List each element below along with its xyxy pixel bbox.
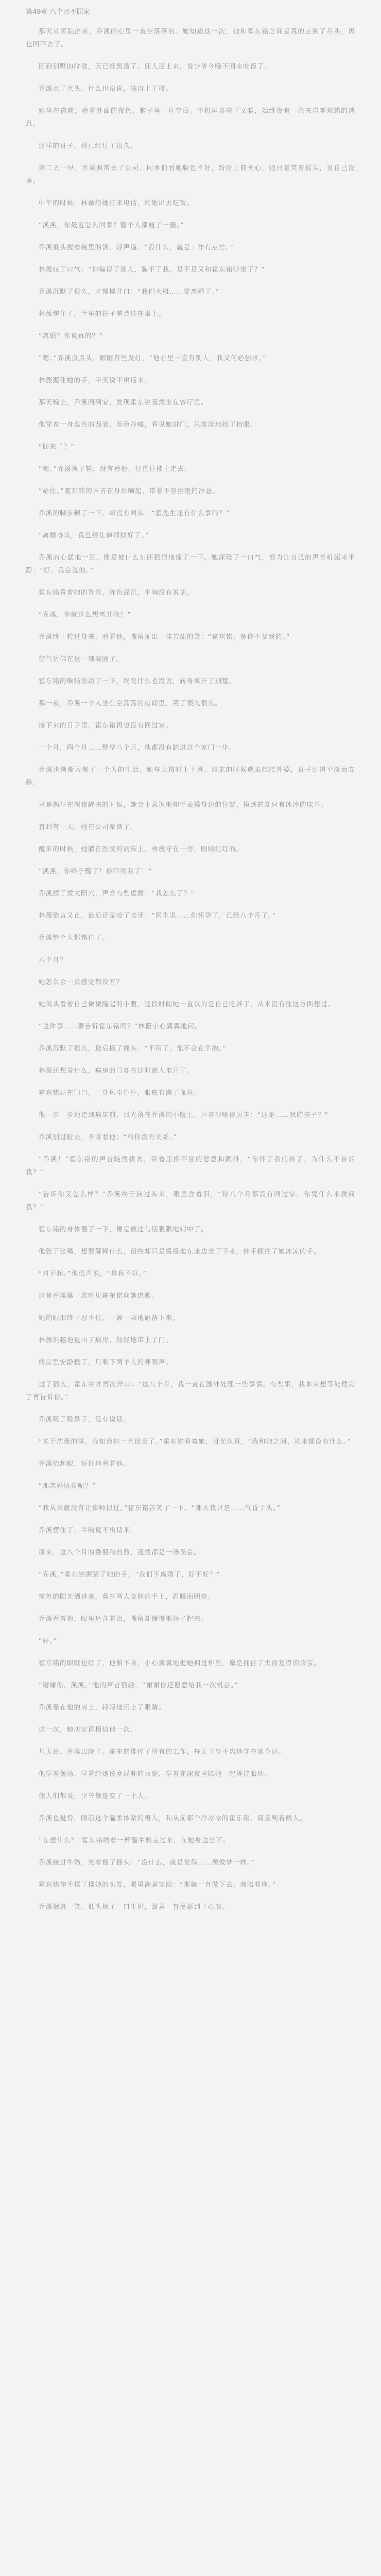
- paragraph: “溪溪，你最近怎么回事？整个人都瘦了一圈。”: [39, 221, 185, 229]
- paragraph: “谢谢你，溪溪。”他的声音很轻，“谢谢你还愿意给我一次机会。”: [39, 1681, 239, 1689]
- paragraph: “乔溪，你就这么想离开我？”: [39, 611, 131, 618]
- paragraph: 他张了张嘴，想要解释什么，最终却只是缓缓地在床边坐了下来，伸手握住了她冰凉的手。: [39, 1247, 321, 1255]
- paragraph: 林薇愣住了，手里的筷子差点掉在桌上。: [39, 310, 166, 317]
- paragraph: 这一次，她决定再相信他一次。: [39, 1725, 137, 1733]
- paragraph: 几天后，乔溪出院了。霍东铭推掉了所有的工作，每天寸步不离地守在她身边。: [39, 1748, 286, 1755]
- paragraph: 霍东铭看着她的背影，眸色深沉，半晌没有说话。: [39, 588, 194, 596]
- paragraph: “嗯。”乔溪换了鞋，没有看他，径直往楼上走去。: [39, 465, 192, 472]
- paragraph: “乔溪！”霍东铭的声音陡然拔高，带着压抑不住的怒意和颤抖，“你怀了我的孩子，为什么不告诉我？”: [26, 1155, 355, 1176]
- paragraph: 她怎么会一点感觉都没有？: [39, 978, 124, 986]
- paragraph: 乔溪揉了揉太阳穴，声音有些虚弱：“我怎么了？”: [39, 889, 195, 897]
- paragraph: “嗯。”乔溪点点头，眼眶有些发红，“他心里一直有别人，我又何必强求。”: [39, 354, 267, 362]
- paragraph: 她的眼泪终于忍不住，一颗一颗地砸落下来。: [39, 1314, 180, 1321]
- paragraph: 乔溪的心猛地一沉，像是被什么东西狠狠地撞了一下。她深吸了一口气，努力让自己的声音听起来平静：“好，我会签的。”: [26, 553, 355, 574]
- paragraph: 乔溪低头搅着碗里的汤，轻声道：“没什么，就是工作有点忙。”: [39, 243, 234, 251]
- paragraph: 乔溪吸了吸鼻子，没有说话。: [39, 1415, 131, 1423]
- paragraph: 霍东铭的身体僵了一下，像是被这句话狠狠地刺中了。: [39, 1225, 208, 1233]
- paragraph: “这件事……要告诉霍东铭吗？”林薇小心翼翼地问。: [39, 1022, 202, 1030]
- paragraph: 乔溪抬起眼，怔怔地看着他。: [39, 1460, 131, 1467]
- paragraph: 霍东铭的眼眶也红了，他俯下身，小心翼翼地把她拥进怀里，像是拥住了失而复得的珍宝。: [39, 1659, 321, 1667]
- paragraph: 霍东铭站在门口，一身风尘仆仆，眼底布满了血丝。: [39, 1089, 201, 1096]
- paragraph: “离婚？你说真的？”: [39, 332, 103, 340]
- paragraph: 直到有一天，她在公司晕倒了。: [39, 823, 137, 831]
- paragraph: 乔溪接过牛奶，笑着摇了摇头：“没什么，就是觉得……像做梦一样。”: [39, 1858, 255, 1866]
- paragraph: 一个月，两个月……整整八个月，他都没有踏进这个家门一步。: [39, 743, 236, 751]
- paragraph: 空气仿佛在这一刻凝固了。: [39, 655, 124, 663]
- paragraph: 过了很久，霍东铭才再次开口：“这八个月，我一直在国外处理一些事情。有些事，我本来想等处理完了再告诉你。”: [26, 1380, 355, 1401]
- paragraph: “离婚协议，我已经让律师拟好了。”: [39, 531, 149, 539]
- paragraph: 原来，这八个月的委屈和煎熬，竟然都是一场误会。: [39, 1548, 201, 1556]
- paragraph: 那一夜，乔溪一个人坐在空荡荡的房间里，哭了很久很久。: [39, 699, 222, 707]
- paragraph: “回来了？”: [39, 443, 75, 450]
- paragraph: 这样的日子，她已经过了很久。: [39, 142, 137, 149]
- paragraph: 霍东铭伸手揉了揉她的头发，眼里满是宠溺：“那就一直做下去，我陪着你。”: [39, 1880, 276, 1888]
- paragraph: 只是偶尔在深夜醒来的时候，她会下意识地伸手去摸身边的位置，摸到的却只有冰冷的床单。: [39, 801, 328, 808]
- paragraph: 佣人们都说，少爷像是变了一个人。: [39, 1792, 152, 1800]
- paragraph: 乔溪沉默了很久，最后摇了摇头：“不用了。他不会在乎的。”: [39, 1044, 227, 1052]
- chapter-title: 第49章 八个月不回家: [26, 8, 90, 16]
- paragraph: 乔溪靠在他的肩上，轻轻地闭上了眼睛。: [39, 1703, 166, 1711]
- paragraph: “我从来就没有让律师拟过。”霍东铭苦笑了一下，“那天我只是……气昏了头。”: [39, 1504, 281, 1512]
- paragraph: 这是乔溪第一次听见霍东铭向她道歉。: [39, 1292, 159, 1299]
- paragraph: 回到别墅的时候，天已经黑透了。佣人迎上来，说少爷今晚不回来吃饭了。: [39, 62, 272, 70]
- paragraph: “对不起。”他低声说，“是我不好。”: [39, 1269, 147, 1277]
- paragraph: 乔溪终于转过身来，看着他，嘴角扯出一抹苦涩的笑：“霍东铭，是你不要我的。”: [39, 633, 290, 640]
- paragraph: 乔溪别过脸去，不肯看他：“和你没有关系。”: [39, 1133, 178, 1141]
- paragraph: 她坐在窗前，看着外面的夜色，脑子里一片空白。手机屏幕亮了又暗，始终没有一条来自霍东铭的消息。: [26, 107, 355, 127]
- paragraph: 病房里安静极了，只剩下两个人的呼吸声。: [39, 1358, 173, 1366]
- paragraph: 林薇握住她的手，半天说不出话来。: [39, 376, 152, 384]
- paragraph: 乔溪沉默了很久，才慢慢开口：“我们大概……要离婚了。”: [39, 287, 220, 295]
- paragraph: 窗外的阳光洒进来，落在两人交握的手上，温暖而明亮。: [39, 1592, 215, 1600]
- paragraph: 中午的时候，林薇给她打来电话，约她出去吃饭。: [39, 199, 194, 207]
- paragraph: “好。”: [39, 1637, 58, 1645]
- paragraph: 乔溪整个人都愣住了。: [39, 934, 110, 941]
- paragraph: 乔溪点了点头，什么也没说，独自上了楼。: [39, 84, 173, 92]
- paragraph: 林薇叹了口气：“你骗得了别人，骗不了我。是不是又和霍东铭吵架了？”: [39, 265, 266, 273]
- paragraph: “关于沈薇的事，我知道你一直误会了。”霍东铭看着她，目光认真，“我和她之间，从来都没有什么。”: [39, 1437, 352, 1445]
- paragraph: 接下来的日子里，霍东铭再也没有回过家。: [39, 721, 173, 729]
- paragraph: 乔溪也觉得，眼前这个温柔体贴的男人，和从前那个冷冰冰的霍东铭，简直判若两人。: [39, 1814, 307, 1822]
- paragraph: 乔溪看着他，眼里还含着泪，嘴角却慢慢地扬了起来。: [39, 1615, 208, 1622]
- paragraph: “告诉你又怎么样？”乔溪终于转过头来，眼里含着泪，“你八个月都没有回过家，你凭什么来质问我？”: [26, 1190, 355, 1211]
- chapter-body: [26, 25, 355, 1913]
- paragraph: 林薇还想说什么，病房的门却在这时被人推开了。: [39, 1066, 194, 1074]
- paragraph: “乔溪，”霍东铭握紧了她的手，“我们不离婚了，好不好？”: [39, 1570, 221, 1578]
- paragraph: 乔溪愣住了，半晌说不出话来。: [39, 1526, 137, 1534]
- paragraph: “那离婚协议呢？”: [39, 1482, 96, 1489]
- paragraph: 第二天一早，乔溪照常去了公司。同事们看她脸色不好，纷纷上前关心，她只是笑着摇头，说自己没事。: [26, 164, 355, 184]
- paragraph: 乔溪也渐渐习惯了一个人的生活。她每天按时上下班，周末的时候就去陪陪外婆，日子过得平淡而安静。: [26, 766, 355, 786]
- paragraph: 那天从医院出来，乔溪的心里一直空落落的。她知道这一次，她和霍东铭之间是真的走到了尽头，再也回不去了。: [26, 27, 355, 48]
- paragraph: “溪溪，你终于醒了！你吓死我了！”: [39, 867, 152, 875]
- paragraph: 乔溪的脚步顿了一下，却没有回头：“霍先生还有什么事吗？”: [39, 509, 230, 517]
- paragraph: 他一步一步地走到病床前，目光落在乔溪的小腹上，声音沙哑得厉害：“这是……我的孩子？”: [39, 1111, 329, 1118]
- paragraph: 林薇识趣地退出了病房，轻轻地带上了门。: [39, 1336, 173, 1344]
- paragraph: 霍东铭的喉结滚动了一下，终究什么也没说，转身离开了别墅。: [39, 677, 236, 685]
- paragraph: “站住。”霍东铭的声音在身后响起，带着不容拒绝的冷意。: [39, 487, 220, 495]
- paragraph: 乔溪抿唇一笑，低头抿了一口牛奶，甜意一直蔓延到了心底。: [39, 1903, 229, 1910]
- paragraph: 那天晚上，乔溪回到家，发现霍东铭竟然坐在客厅里。: [39, 398, 208, 406]
- paragraph: 他学着煲汤，学着给她按摩浮肿的双腿，学着在深夜里陪她一起等待胎动。: [39, 1770, 272, 1777]
- paragraph: 她低头看着自己微微隆起的小腹，这段时间她一直以为是自己吃胖了，从来没有往这方面想过。: [39, 1000, 335, 1008]
- paragraph: 林薇欲言又止，最后还是咬了咬牙：“医生说……你怀孕了，已经八个月了。”: [39, 911, 276, 919]
- paragraph: “在想什么？”霍东铭端着一杯温牛奶走过来，在她身边坐下。: [39, 1836, 230, 1844]
- paragraph: 他穿着一身黑色的西装，脸色冷峻，看见她进门，只淡淡地抬了抬眼。: [39, 420, 257, 428]
- paragraph: 醒来的时候，她躺在医院的病床上，林薇守在一旁，眼睛红红的。: [39, 845, 244, 853]
- paragraph: 八个月？: [39, 956, 67, 963]
